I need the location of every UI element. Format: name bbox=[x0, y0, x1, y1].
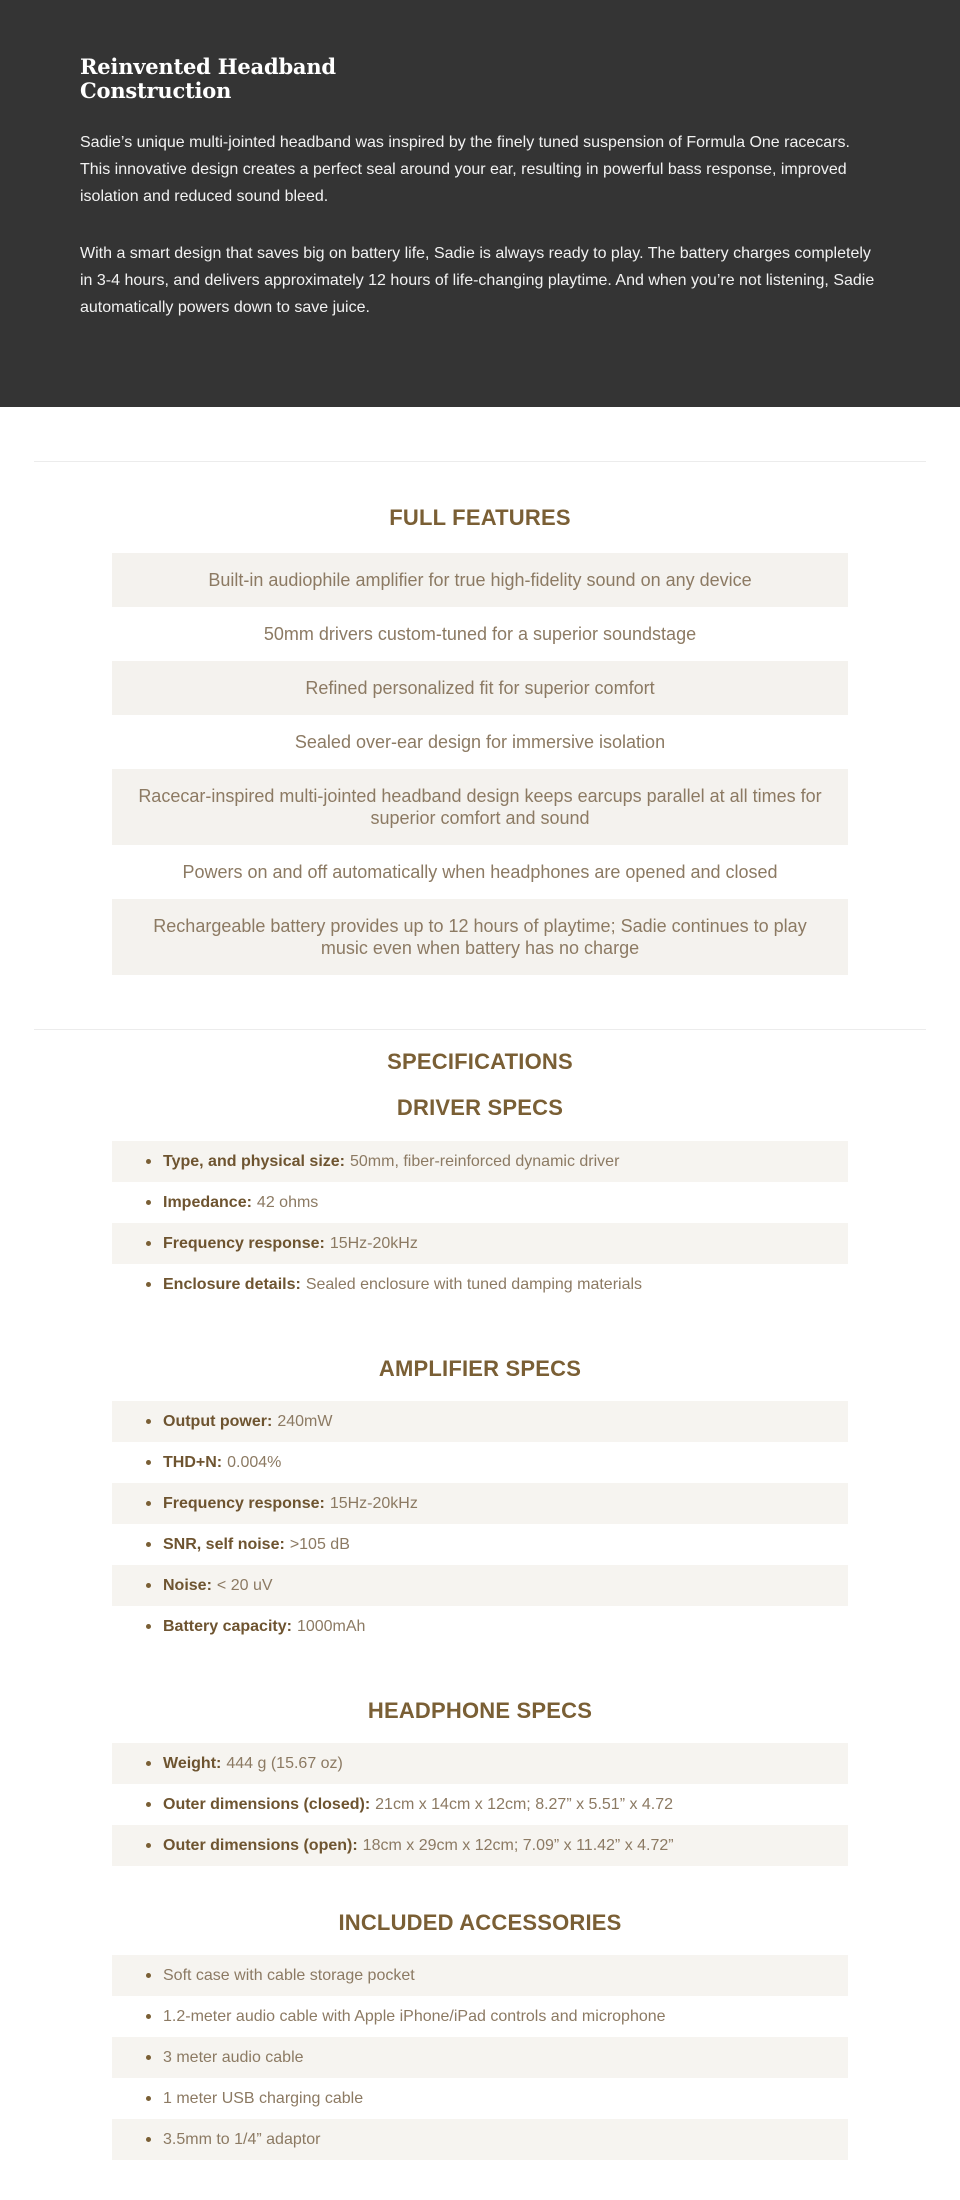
driver-specs-list bbox=[112, 1141, 848, 1305]
feature-item: Sealed over-ear design for immersive isolation bbox=[294, 732, 666, 752]
spec-key: Outer dimensions (closed): bbox=[163, 1795, 371, 1813]
spec-row bbox=[112, 1264, 848, 1305]
feature-item: 50mm drivers custom-tuned for a superior soundstage bbox=[263, 624, 697, 644]
bullet-icon bbox=[146, 2014, 151, 2019]
hero-paragraph-battery: With a smart design that saves big on battery life, Sadie is always ready to play. The battery charges completely in 3-4 hours, and delivers approximately 12 hours of life-changing playtime. And when you’re not listening, Sadie automatically powers down to save juice. bbox=[80, 245, 875, 316]
bullet-icon bbox=[146, 1802, 151, 1807]
accessory-row bbox=[112, 2119, 848, 2160]
spec-value: < 20 uV bbox=[216, 1576, 273, 1594]
spec-key: Weight: bbox=[163, 1754, 222, 1772]
spec-row bbox=[112, 1524, 848, 1565]
feature-item: Racecar-inspired multi-jointed headband design keeps earcups parallel at all times for superior comfort and sound bbox=[112, 769, 848, 845]
spec-key: SNR, self noise: bbox=[163, 1535, 285, 1553]
feature-item: Rechargeable battery provides up to 12 hours of playtime; Sadie continues to play music even when battery has no charge bbox=[112, 899, 848, 975]
spec-key: Noise: bbox=[163, 1576, 212, 1594]
spec-value: 1000mAh bbox=[296, 1617, 366, 1635]
spec-value: 50mm, fiber-reinforced dynamic driver bbox=[349, 1152, 620, 1170]
bullet-icon bbox=[146, 1624, 151, 1629]
accessories-list bbox=[112, 1955, 848, 2160]
bullet-icon bbox=[146, 1973, 151, 1978]
bullet-icon bbox=[146, 1241, 151, 1246]
accessory-row bbox=[112, 2037, 848, 2078]
feature-item: Built-in audiophile amplifier for true high-fidelity sound on any device bbox=[112, 553, 848, 607]
accessory-row bbox=[112, 2078, 848, 2119]
amplifier-specs-list bbox=[112, 1401, 848, 1647]
spec-value: 18cm x 29cm x 12cm; 7.09” x 11.42” x 4.72” bbox=[362, 1836, 674, 1854]
feature-item: Powers on and off automatically when headphones are opened and closed bbox=[182, 862, 778, 882]
spec-row bbox=[112, 1784, 848, 1825]
bullet-icon bbox=[146, 1200, 151, 1205]
spec-key: Frequency response: bbox=[163, 1234, 325, 1252]
spec-row bbox=[112, 1401, 848, 1442]
features-list bbox=[112, 553, 848, 975]
spec-row bbox=[112, 1483, 848, 1524]
spec-value: Sealed enclosure with tuned damping materials bbox=[305, 1275, 643, 1293]
spec-row bbox=[112, 1141, 848, 1182]
specifications-section bbox=[0, 1030, 960, 2200]
spec-key: Enclosure details: bbox=[163, 1275, 301, 1293]
accessory-row bbox=[112, 1996, 848, 2037]
bullet-icon bbox=[146, 1460, 151, 1465]
spec-row bbox=[112, 1565, 848, 1606]
bullet-icon bbox=[146, 1282, 151, 1287]
bullet-icon bbox=[146, 2096, 151, 2101]
spec-value: 15Hz-20kHz bbox=[329, 1494, 418, 1512]
spec-value: 42 ohms bbox=[256, 1193, 319, 1211]
spec-key: THD+N: bbox=[163, 1453, 223, 1471]
spec-key: Impedance: bbox=[163, 1193, 252, 1211]
accessory-row bbox=[112, 1955, 848, 1996]
spec-key: Outer dimensions (open): bbox=[163, 1836, 358, 1854]
features-heading: FULL FEATURES bbox=[389, 505, 571, 530]
spec-key: Type, and physical size: bbox=[163, 1152, 345, 1170]
spec-row bbox=[112, 1743, 848, 1784]
bullet-icon bbox=[146, 1501, 151, 1506]
spec-row bbox=[112, 1223, 848, 1264]
accessory-label: 1.2-meter audio cable with Apple iPhone/iPad controls and microphone bbox=[163, 2007, 666, 2025]
hero-title: Reinvented Headband Construction bbox=[80, 54, 336, 103]
spec-value: 21cm x 14cm x 12cm; 8.27” x 5.51” x 4.72 bbox=[375, 1795, 674, 1813]
bullet-icon bbox=[146, 1843, 151, 1848]
bullet-icon bbox=[146, 2137, 151, 2142]
spec-key: Frequency response: bbox=[163, 1494, 325, 1512]
hero-section bbox=[0, 0, 960, 407]
headphone-specs-heading: HEADPHONE SPECS bbox=[367, 1698, 593, 1723]
bullet-icon bbox=[146, 1542, 151, 1547]
spec-value: 0.004% bbox=[227, 1453, 282, 1471]
headphone-specs-list bbox=[112, 1743, 848, 1866]
specifications-heading: SPECIFICATIONS bbox=[387, 1049, 573, 1074]
accessory-label: 3 meter audio cable bbox=[163, 2048, 304, 2066]
accessory-label: 1 meter USB charging cable bbox=[163, 2089, 364, 2107]
bullet-icon bbox=[146, 1419, 151, 1424]
driver-specs-heading: DRIVER SPECS bbox=[396, 1095, 564, 1120]
spec-value: 444 g (15.67 oz) bbox=[226, 1754, 343, 1772]
spec-value: 15Hz-20kHz bbox=[329, 1234, 418, 1252]
accessories-heading: INCLUDED ACCESSORIES bbox=[338, 1910, 622, 1935]
bullet-icon bbox=[146, 1761, 151, 1766]
spec-row bbox=[112, 1442, 848, 1483]
spec-key: Output power: bbox=[163, 1412, 273, 1430]
accessory-label: 3.5mm to 1/4” adaptor bbox=[163, 2130, 321, 2148]
bullet-icon bbox=[146, 1159, 151, 1164]
bullet-icon bbox=[146, 2055, 151, 2060]
spec-key: Battery capacity: bbox=[163, 1617, 292, 1635]
feature-item: Refined personalized fit for superior comfort bbox=[112, 661, 848, 715]
accessory-label: Soft case with cable storage pocket bbox=[163, 1966, 415, 1984]
hero-paragraph-headband: Sadie’s unique multi-jointed headband was inspired by the finely tuned suspension of Formula One racecars. This innovative design creates a perfect seal around your ear, resulting in powerful bass response, improved isolation and reduced sound bleed. bbox=[80, 134, 850, 205]
features-section bbox=[0, 462, 960, 975]
spec-row bbox=[112, 1182, 848, 1223]
amplifier-specs-heading: AMPLIFIER SPECS bbox=[378, 1356, 582, 1381]
spec-value: 240mW bbox=[277, 1412, 333, 1430]
spec-row bbox=[112, 1825, 848, 1866]
spec-row bbox=[112, 1606, 848, 1647]
bullet-icon bbox=[146, 1583, 151, 1588]
spec-value: >105 dB bbox=[289, 1535, 350, 1553]
